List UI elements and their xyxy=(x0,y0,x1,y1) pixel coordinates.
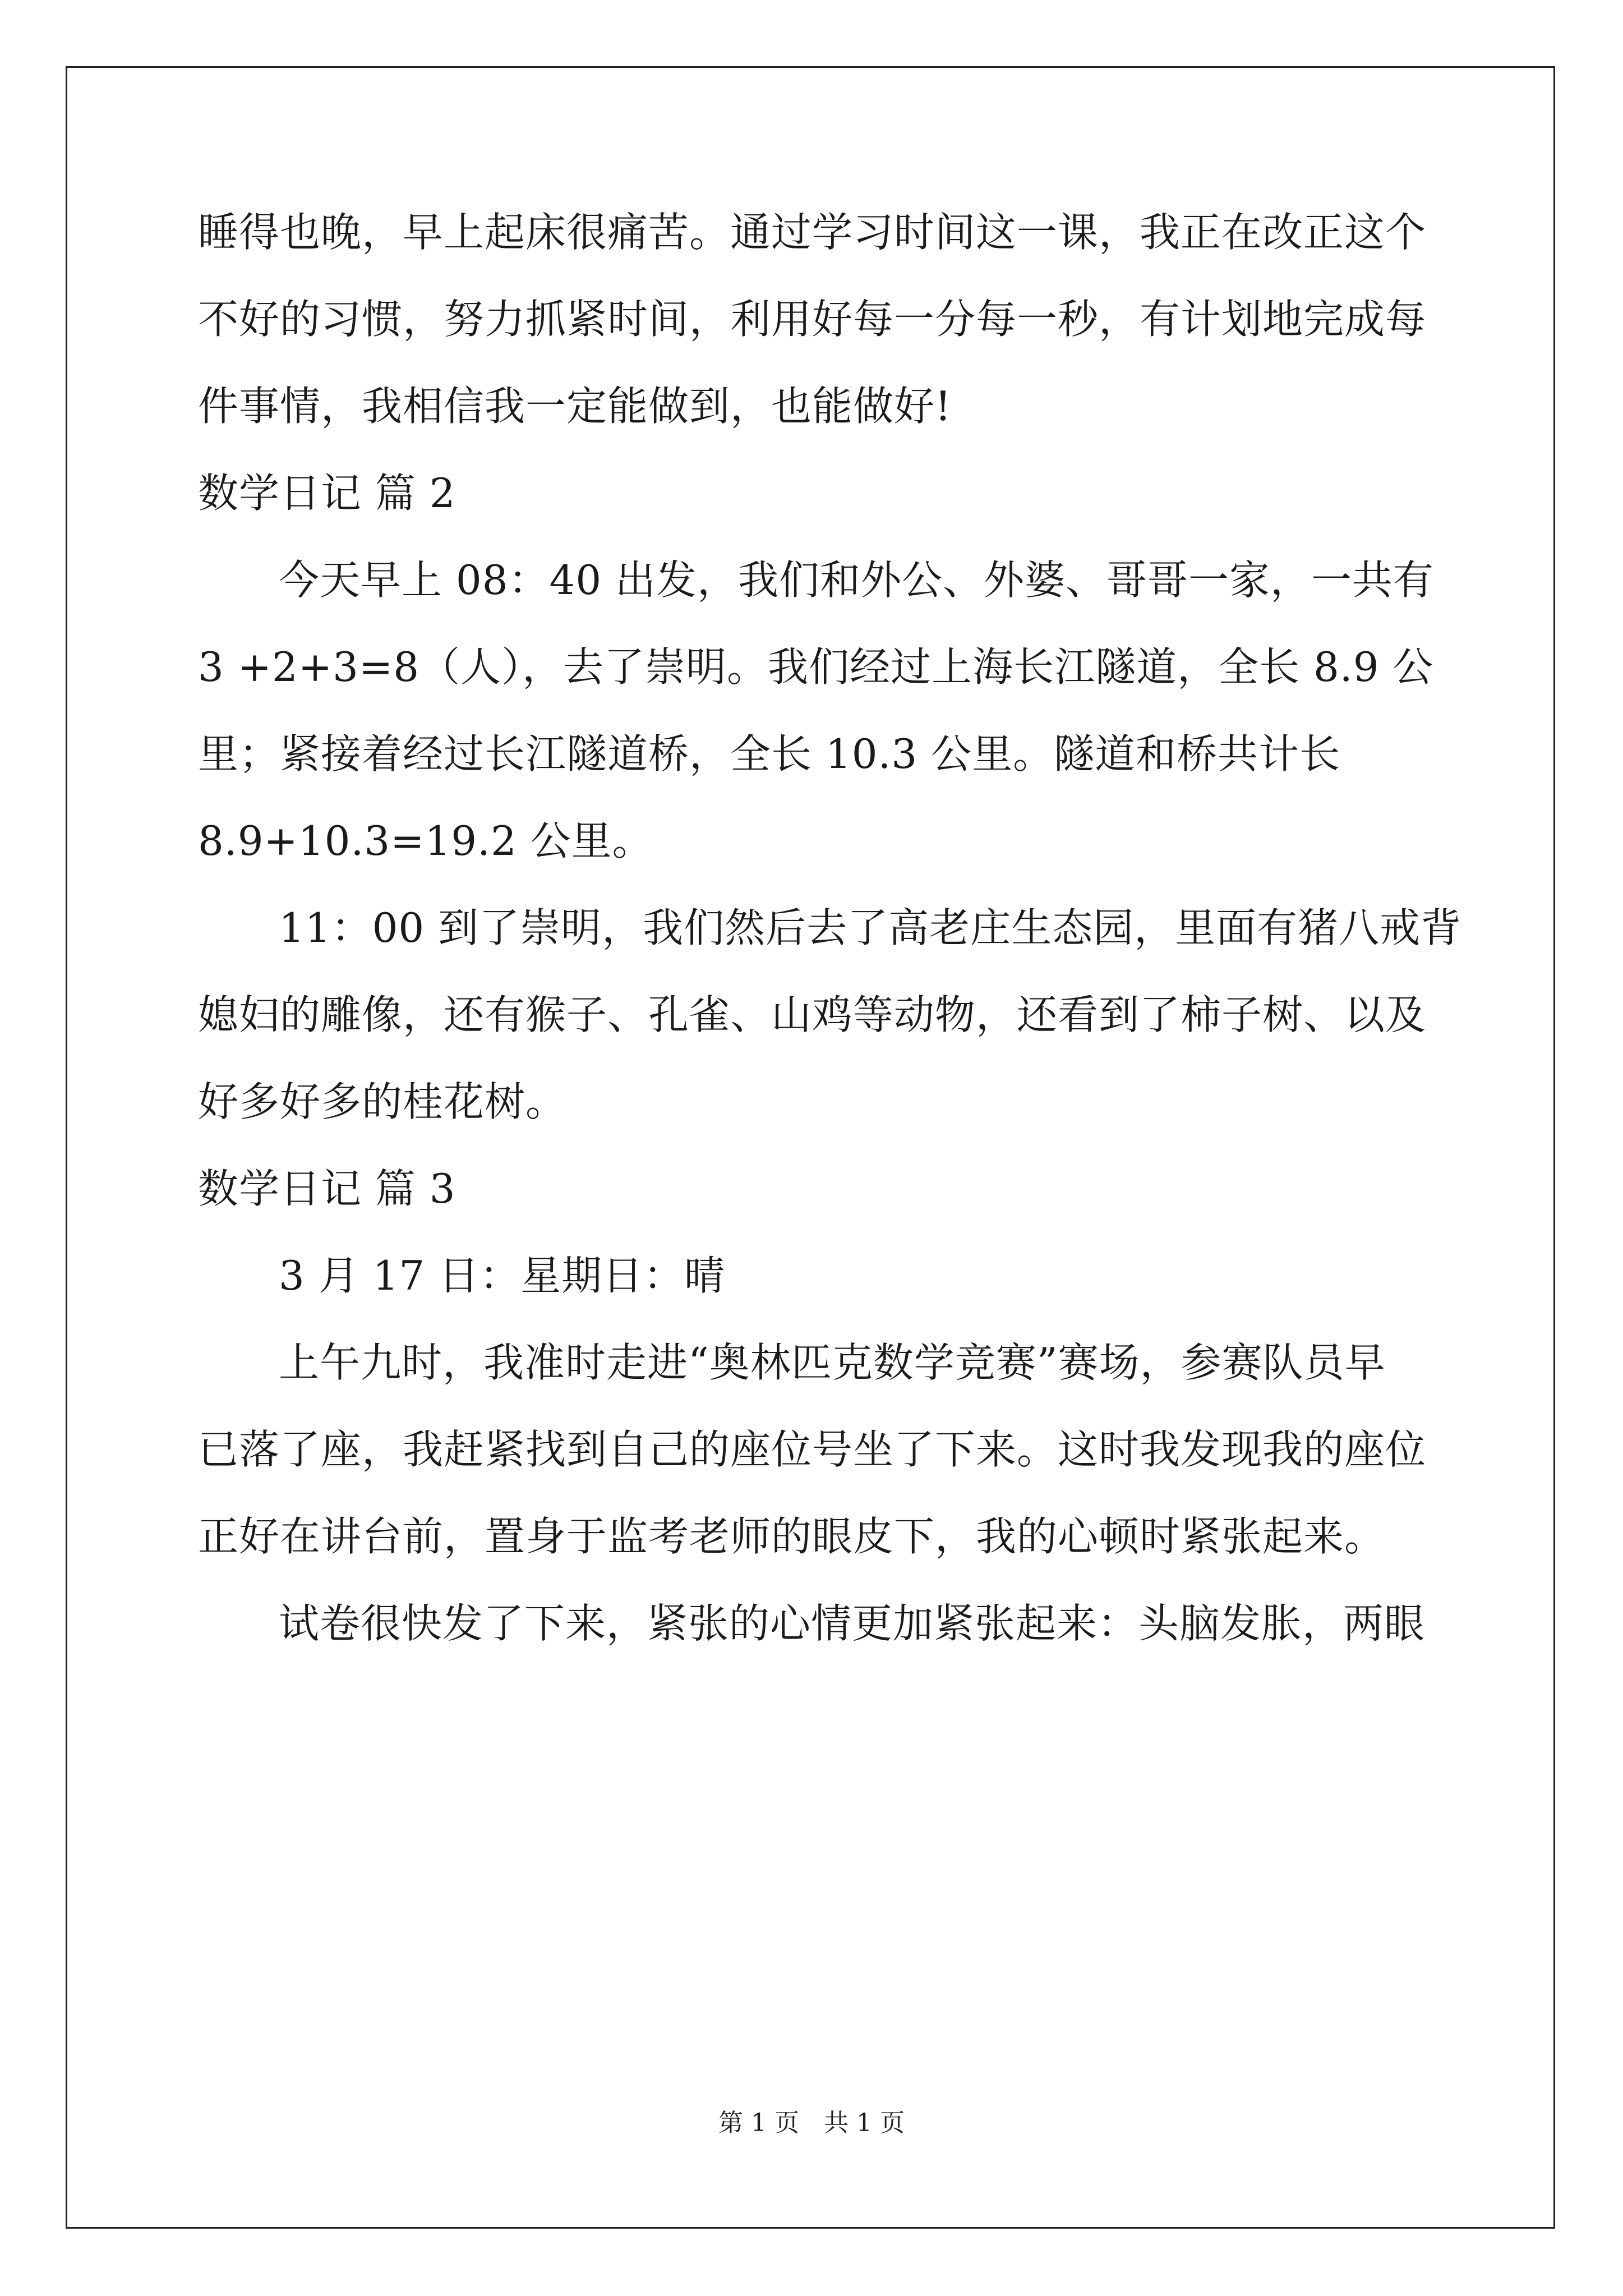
section-heading: 数学日记 篇 2 xyxy=(198,470,456,517)
text-line: 正好在讲台前，置身于监考老师的眼皮下，我的心顿时紧张起来。 xyxy=(198,1513,1386,1560)
paragraph-first-line: 试卷很快发了下来，紧张的心情更加紧张起来：头脑发胀，两眼 xyxy=(279,1600,1426,1647)
section-heading: 数学日记 篇 3 xyxy=(198,1165,456,1212)
paragraph-first-line: 今天早上 08：40 出发，我们和外公、外婆、哥哥一家，一共有 xyxy=(279,556,1435,604)
text-line: 件事情，我相信我一定能做到，也能做好! xyxy=(198,383,952,430)
text-line: 不好的习惯，努力抓紧时间，利用好每一分每一秒，有计划地完成每 xyxy=(198,296,1427,343)
text-line: 8.9+10.3=19.2 公里。 xyxy=(198,817,653,864)
text-line: 好多好多的桂花树。 xyxy=(198,1078,567,1125)
text-line: 3 +2+3=8（人），去了崇明。我们经过上海长江隧道，全长 8.9 公 xyxy=(198,643,1434,691)
text-line: 里；紧接着经过长江隧道桥，全长 10.3 公里。隧道和桥共计长 xyxy=(198,730,1341,777)
page-footer: 第 1 页 共 1 页 xyxy=(718,2109,905,2137)
text-line: 睡得也晚，早上起床很痛苦。通过学习时间这一课，我正在改正这个 xyxy=(198,209,1427,256)
text-line: 媳妇的雕像，还有猴子、孔雀、山鸡等动物，还看到了柿子树、以及 xyxy=(198,991,1427,1038)
paragraph-first-line: 11：00 到了崇明，我们然后去了高老庄生态园，里面有猪八戒背 xyxy=(279,904,1462,951)
paragraph-first-line: 上午九时，我准时走进“奥林匹克数学竞赛”赛场，参赛队员早 xyxy=(279,1339,1386,1386)
diary-date: 3 月 17 日：星期日：晴 xyxy=(279,1252,726,1299)
text-line: 已落了座，我赶紧找到自己的座位号坐了下来。这时我发现我的座位 xyxy=(198,1426,1427,1473)
